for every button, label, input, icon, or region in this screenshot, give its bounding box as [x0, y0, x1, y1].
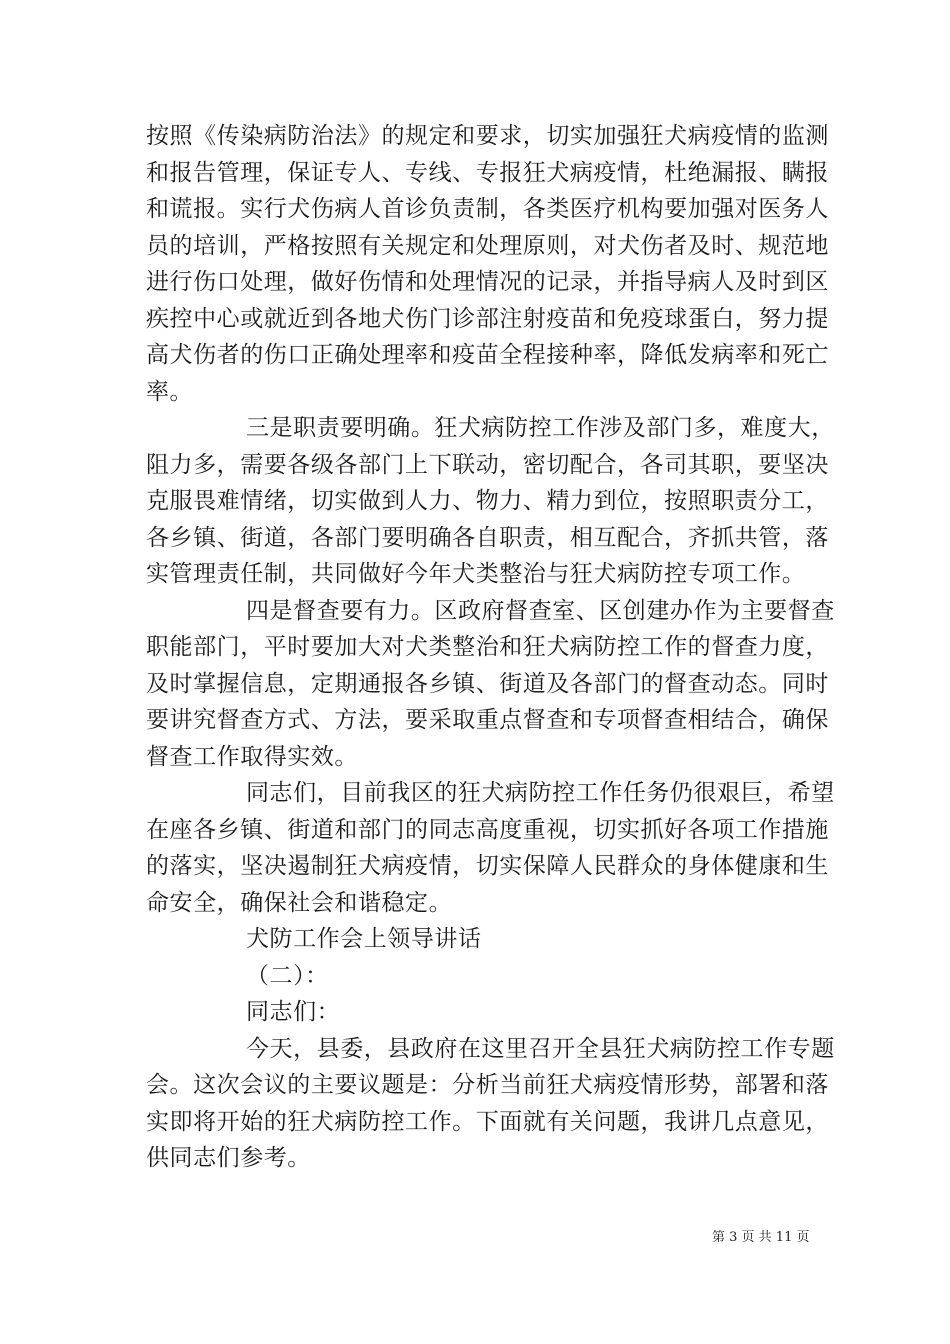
text-line: 实管理责任制，共同做好今年犬类整治与狂犬病防控专项工作。	[146, 561, 806, 587]
text-line: 各乡镇、街道，各部门要明确各自职责，相互配合，齐抓共管，落	[146, 524, 829, 551]
text-line: 在座各乡镇、街道和部门的同志高度重视，切实抓好各项工作措施	[146, 816, 829, 843]
text-line: 阻力多，需要各级各部门上下联动，密切配合，各司其职，要坚决	[146, 451, 829, 478]
section-title: 犬防工作会上领导讲话	[246, 926, 482, 952]
paragraph-start-line: 今天，县委，县政府在这里召开全县狂犬病防控工作专题	[246, 1035, 835, 1062]
paragraph-start-line: 三是职责要明确。狂犬病防控工作涉及部门多，难度大，	[246, 415, 835, 441]
text-line: 及时掌握信息，定期通报各乡镇、街道及各部门的督查动态。同时	[146, 670, 829, 697]
section-number: （二）：	[246, 962, 329, 989]
text-line: 的落实，坚决遏制狂犬病疫情，切实保障人民群众的身体健康和生	[146, 853, 829, 879]
text-line: 疾控中心或就近到各地犬伤门诊部注射疫苗和免疫球蛋白，努力提	[146, 305, 829, 332]
paragraph-start-line: 四是督查要有力。区政府督查室、区创建办作为主要督查	[246, 597, 835, 624]
text-line: 进行伤口处理，做好伤情和处理情况的记录，并指导病人及时到区	[146, 269, 829, 295]
text-line: 督查工作取得实效。	[146, 743, 358, 770]
text-line: 职能部门，平时要加大对犬类整治和狂犬病防控工作的督查力度，	[146, 634, 829, 660]
text-line: 按照《传染病防治法》的规定和要求，切实加强狂犬病疫情的监测	[146, 123, 829, 149]
text-line: 实即将开始的狂犬病防控工作。下面就有关问题，我讲几点意见，	[146, 1108, 829, 1135]
text-line: 命安全，确保社会和谐稳定。	[146, 889, 453, 916]
text-line: 供同志们参考。	[146, 1145, 311, 1171]
text-line: 和谎报。实行犬伤病人首诊负责制，各类医疗机构要加强对医务人	[146, 196, 829, 222]
text-line: 员的培训，严格按照有关规定和处理原则，对犬伤者及时、规范地	[146, 232, 829, 259]
document-body	[146, 118, 835, 1177]
page-number-footer: 第 3 页 共 11 页	[712, 1230, 810, 1245]
text-line: 率。	[146, 378, 194, 405]
text-line: 和报告管理，保证专人、专线、专报狂犬病疫情，杜绝漏报、瞒报	[146, 159, 829, 186]
salutation: 同志们：	[246, 999, 341, 1025]
paragraph-start-line: 同志们，目前我区的狂犬病防控工作任务仍很艰巨，希望	[246, 780, 835, 806]
text-line: 高犬伤者的伤口正确处理率和疫苗全程接种率，降低发病率和死亡	[146, 342, 829, 368]
text-line: 要讲究督查方式、方法，要采取重点督查和专项督查相结合，确保	[146, 707, 829, 733]
text-line: 克服畏难情绪，切实做到人力、物力、精力到位，按照职责分工，	[146, 488, 829, 514]
text-line: 会。这次会议的主要议题是：分析当前狂犬病疫情形势，部署和落	[146, 1072, 829, 1098]
